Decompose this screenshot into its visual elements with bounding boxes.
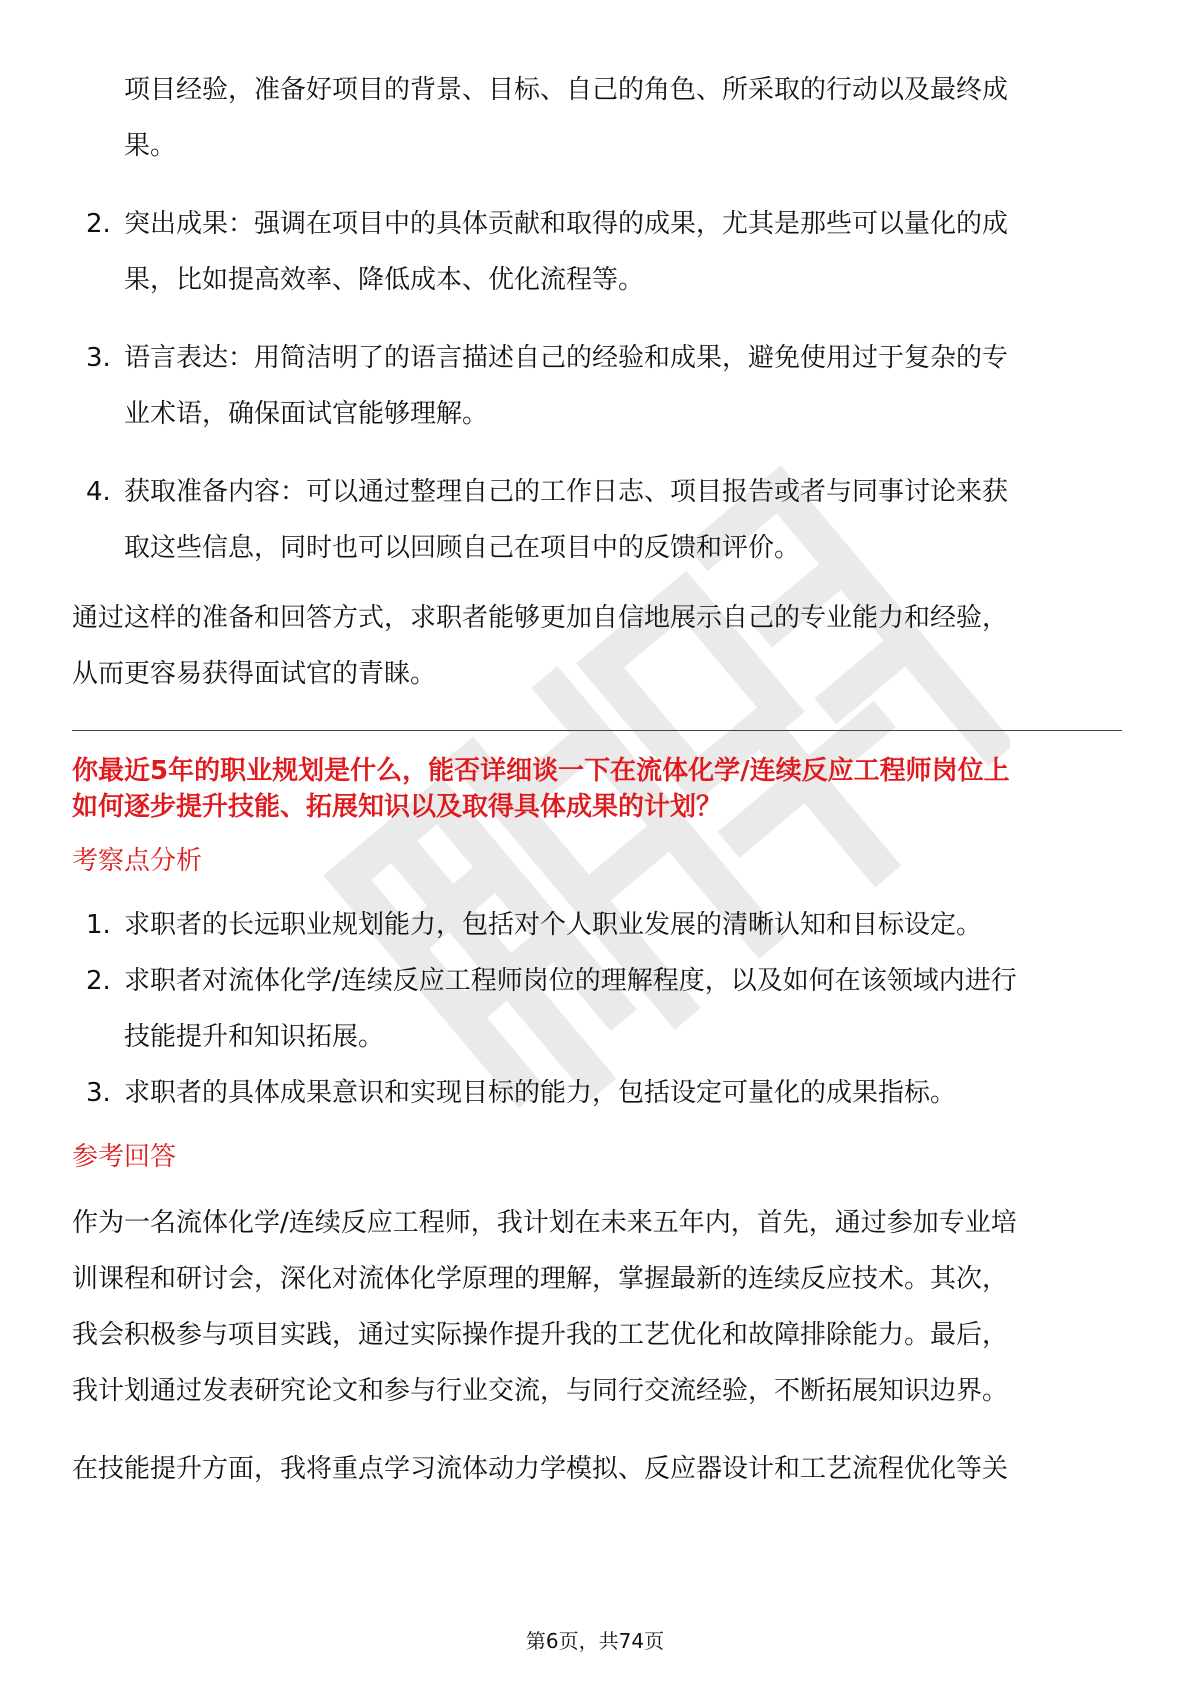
tip-line-1: 获取准备内容：可以通过整理自己的工作日志、项目报告或者与同事讨论来获 bbox=[124, 477, 1009, 507]
analysis-item-1 bbox=[72, 897, 1122, 953]
tip-item-4 bbox=[72, 464, 1122, 576]
page-number-footer: 第6页，共74页 bbox=[525, 1629, 665, 1653]
summary-line-2: 从而更容易获得面试官的青睐。 bbox=[72, 659, 437, 689]
analysis-line-1: 求职者对流体化学/连续反应工程师岗位的理解程度，以及如何在该领域内进行 bbox=[124, 966, 1017, 996]
analysis-number: 1. bbox=[86, 910, 111, 940]
analysis-number: 3. bbox=[86, 1078, 111, 1108]
analysis-heading: 考察点分析 bbox=[72, 846, 203, 876]
analysis-line-1: 求职者的具体成果意识和实现目标的能力，包括设定可量化的成果指标。 bbox=[124, 1078, 957, 1108]
analysis-line-1: 求职者的长远职业规划能力，包括对个人职业发展的清晰认知和目标设定。 bbox=[124, 910, 983, 940]
answer-line: 训课程和研讨会，深化对流体化学原理的理解，掌握最新的连续反应技术。其次， bbox=[72, 1264, 1009, 1294]
analysis-item-3 bbox=[72, 1065, 1122, 1121]
answer-heading: 参考回答 bbox=[72, 1142, 177, 1172]
answer-paragraph-2 bbox=[72, 1441, 1122, 1497]
tip-item-2 bbox=[72, 196, 1122, 308]
analysis-number: 2. bbox=[86, 966, 111, 996]
tip-line-2: 果，比如提高效率、降低成本、优化流程等。 bbox=[124, 265, 645, 295]
tip-item-3 bbox=[72, 330, 1122, 442]
tip-number: 2. bbox=[86, 209, 111, 239]
analysis-line-2: 技能提升和知识拓展。 bbox=[124, 1022, 385, 1052]
summary-paragraph bbox=[72, 590, 1122, 702]
tip-line-1: 突出成果：强调在项目中的具体贡献和取得的成果，尤其是那些可以量化的成 bbox=[124, 209, 1009, 239]
answer-line: 在技能提升方面，我将重点学习流体动力学模拟、反应器设计和工艺流程优化等关 bbox=[72, 1454, 1009, 1484]
tip-line-2: 业术语，确保面试官能够理解。 bbox=[124, 399, 489, 429]
tip-line-1: 语言表达：用简洁明了的语言描述自己的经验和成果，避免使用过于复杂的专 bbox=[124, 343, 1009, 373]
intro-line-2: 果。 bbox=[124, 131, 177, 161]
tip-line-2: 取这些信息，同时也可以回顾自己在项目中的反馈和评价。 bbox=[124, 533, 801, 563]
tip-number: 4. bbox=[86, 477, 111, 507]
interview-question bbox=[72, 753, 1122, 825]
answer-line: 我计划通过发表研究论文和参与行业交流，与同行交流经验，不断拓展知识边界。 bbox=[72, 1376, 1009, 1406]
question-line-1: 你最近5年的职业规划是什么，能否详细谈一下在流体化学/连续反应工程师岗位上 bbox=[72, 756, 1010, 786]
intro-continuation bbox=[72, 62, 1122, 174]
analysis-item-2 bbox=[72, 953, 1122, 1065]
summary-line-1: 通过这样的准备和回答方式，求职者能够更加自信地展示自己的专业能力和经验， bbox=[72, 603, 1009, 633]
answer-paragraph-1 bbox=[72, 1195, 1122, 1419]
question-line-2: 如何逐步提升技能、拓展知识以及取得具体成果的计划？ bbox=[72, 792, 723, 822]
answer-line: 我会积极参与项目实践，通过实际操作提升我的工艺优化和故障排除能力。最后， bbox=[72, 1320, 1009, 1350]
tip-number: 3. bbox=[86, 343, 111, 373]
answer-line: 作为一名流体化学/连续反应工程师，我计划在未来五年内，首先，通过参加专业培 bbox=[72, 1208, 1017, 1238]
intro-line-1: 项目经验，准备好项目的背景、目标、自己的角色、所采取的行动以及最终成 bbox=[124, 75, 1009, 105]
